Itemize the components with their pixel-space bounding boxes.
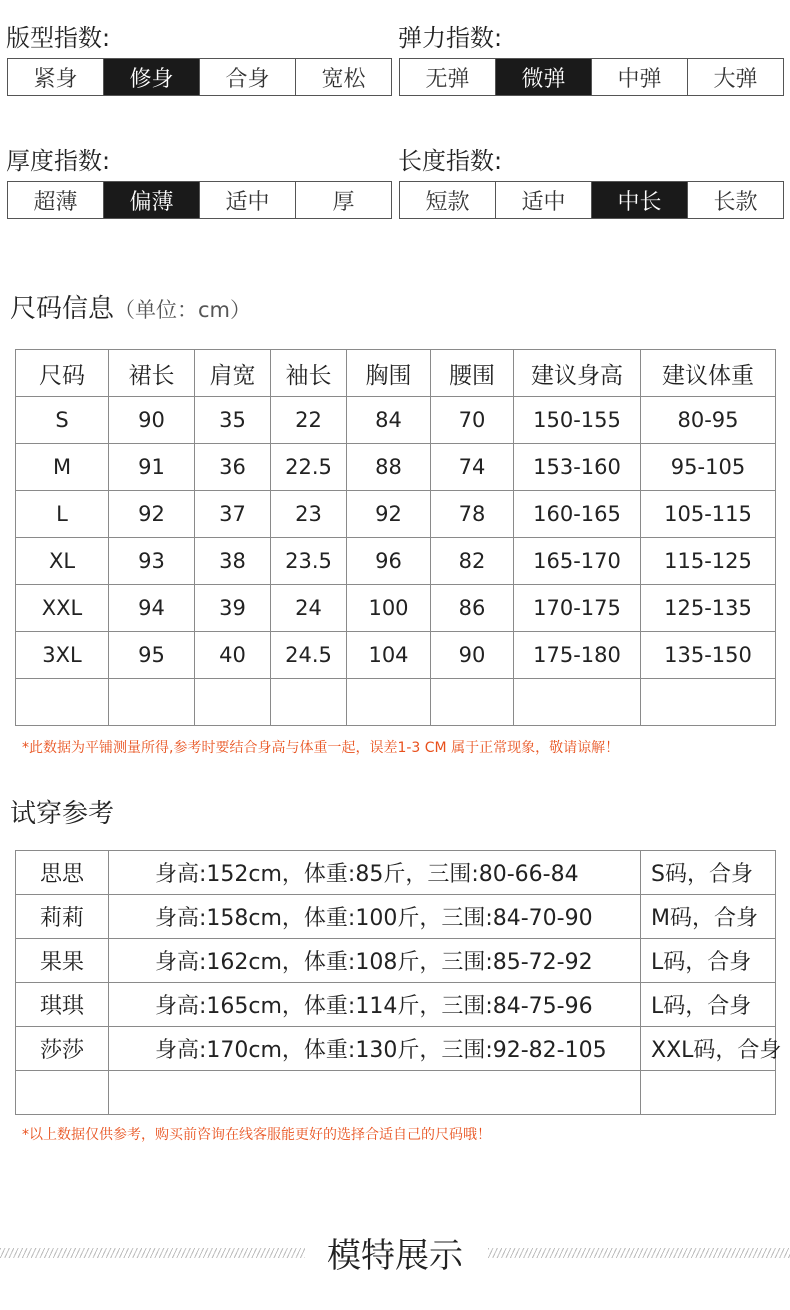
index-title-1: 弹力指数: xyxy=(398,24,503,52)
size-table-cell: 96 xyxy=(347,538,431,585)
size-table-cell xyxy=(271,679,347,726)
fitting-result-cell: XXL码，合身 xyxy=(641,1027,776,1071)
fitting-detail-cell: 身高:162cm，体重:108斤，三围:85-72-92 xyxy=(109,939,641,983)
size-table-cell: 150-155 xyxy=(514,397,641,444)
index-option: 厚 xyxy=(332,189,355,215)
index-option: 适中 xyxy=(200,182,296,218)
size-table-cell: 105-115 xyxy=(641,491,776,538)
size-table-header-cell: 胸围 xyxy=(347,350,431,397)
size-table-cell: 115-125 xyxy=(641,538,776,585)
size-table-cell: 90 xyxy=(431,632,514,679)
fitting-name-cell xyxy=(16,1071,109,1115)
size-table-cell: 160-165 xyxy=(514,491,641,538)
index-option-selected: 中长 xyxy=(592,182,688,218)
fitting-result-cell: L码，合身 xyxy=(641,939,776,983)
size-table-cell: 170-175 xyxy=(514,585,641,632)
size-table-cell xyxy=(195,679,271,726)
index-option-selected: 修身 xyxy=(104,59,200,95)
size-table-cell: 93 xyxy=(109,538,195,585)
size-table-cell: 165-170 xyxy=(514,538,641,585)
table-row xyxy=(16,939,776,983)
size-table-cell: 37 xyxy=(195,491,271,538)
size-table xyxy=(15,349,776,726)
fitting-name-cell: 果果 xyxy=(16,939,109,983)
size-table-header-cell: 建议身高 xyxy=(514,350,641,397)
fitting-result-cell: M码，合身 xyxy=(641,895,776,939)
size-info-title xyxy=(10,288,251,325)
showcase-title: 模特展示 xyxy=(327,1236,463,1276)
table-row xyxy=(16,679,776,726)
fitting-name-cell: 思思 xyxy=(16,851,109,895)
size-table-header-cell: 袖长 xyxy=(271,350,347,397)
table-row xyxy=(16,1071,776,1115)
index-option: 宽松 xyxy=(321,66,366,92)
table-row xyxy=(16,851,776,895)
index-option: 紧身 xyxy=(8,59,104,95)
size-table-cell: 125-135 xyxy=(641,585,776,632)
size-table-cell: 74 xyxy=(431,444,514,491)
size-table-cell: 90 xyxy=(109,397,195,444)
right-hatch-divider xyxy=(488,1248,790,1258)
table-row xyxy=(16,983,776,1027)
size-table-cell: 94 xyxy=(109,585,195,632)
index-option: 大弹 xyxy=(713,66,758,92)
size-table-cell: 23.5 xyxy=(271,538,347,585)
size-table-cell: 104 xyxy=(347,632,431,679)
index-option: 长款 xyxy=(713,189,758,215)
fitting-name-cell: 莎莎 xyxy=(16,1027,109,1071)
size-info-title-text: 尺码信息 xyxy=(10,294,115,324)
size-table-cell: 39 xyxy=(195,585,271,632)
size-table-cell xyxy=(431,679,514,726)
size-table-cell: L xyxy=(16,491,109,538)
table-row xyxy=(16,444,776,491)
size-table-cell: 86 xyxy=(431,585,514,632)
size-table-cell xyxy=(109,679,195,726)
size-table-cell: 135-150 xyxy=(641,632,776,679)
size-table-cell: S xyxy=(16,397,109,444)
size-table-cell: 22 xyxy=(271,397,347,444)
size-table-cell: 78 xyxy=(431,491,514,538)
size-table-cell: XL xyxy=(16,538,109,585)
size-table-cell: XXL xyxy=(16,585,109,632)
index-title-0: 版型指数: xyxy=(6,24,111,52)
size-table-cell: 95 xyxy=(109,632,195,679)
fitting-title: 试穿参考 xyxy=(10,799,115,829)
table-row xyxy=(16,397,776,444)
index-option: 中弹 xyxy=(592,59,688,95)
size-table-cell xyxy=(347,679,431,726)
fitting-name-cell: 琪琪 xyxy=(16,983,109,1027)
size-table-cell: M xyxy=(16,444,109,491)
size-table-cell: 80-95 xyxy=(641,397,776,444)
index-option: 合身 xyxy=(200,59,296,95)
fitting-detail-cell: 身高:170cm，体重:130斤，三围:92-82-105 xyxy=(109,1027,641,1071)
index-option: 超薄 xyxy=(8,182,104,218)
fitting-detail-cell: 身高:158cm，体重:100斤，三围:84-70-90 xyxy=(109,895,641,939)
size-table-header-cell: 肩宽 xyxy=(195,350,271,397)
size-table-cell: 36 xyxy=(195,444,271,491)
size-table-cell: 70 xyxy=(431,397,514,444)
size-table-cell: 24.5 xyxy=(271,632,347,679)
index-title-3: 长度指数: xyxy=(398,147,503,175)
size-table-cell: 24 xyxy=(271,585,347,632)
size-note: *此数据为平铺测量所得,参考时要结合身高与体重一起，误差1-3 CM 属于正常现象，敬请谅解！ xyxy=(22,740,620,756)
size-table-cell: 88 xyxy=(347,444,431,491)
table-row xyxy=(16,585,776,632)
table-row xyxy=(16,1027,776,1071)
size-table-cell xyxy=(641,679,776,726)
index-option-selected: 微弹 xyxy=(496,59,592,95)
size-table-cell: 22.5 xyxy=(271,444,347,491)
fitting-name-cell: 莉莉 xyxy=(16,895,109,939)
table-row xyxy=(16,632,776,679)
table-row xyxy=(16,538,776,585)
size-table-header xyxy=(16,350,776,397)
size-table-cell: 40 xyxy=(195,632,271,679)
size-table-cell: 38 xyxy=(195,538,271,585)
size-table-cell: 84 xyxy=(347,397,431,444)
size-table-cell: 92 xyxy=(109,491,195,538)
size-table-cell: 91 xyxy=(109,444,195,491)
index-options-1 xyxy=(399,58,784,96)
index-option: 短款 xyxy=(400,182,496,218)
size-table-cell xyxy=(514,679,641,726)
size-table-cell: 82 xyxy=(431,538,514,585)
left-hatch-divider xyxy=(0,1248,305,1258)
size-table-cell: 153-160 xyxy=(514,444,641,491)
size-table-header-cell: 腰围 xyxy=(431,350,514,397)
fitting-result-cell xyxy=(641,1071,776,1115)
size-table-header-cell: 建议体重 xyxy=(641,350,776,397)
index-options-0 xyxy=(7,58,392,96)
index-title-2: 厚度指数: xyxy=(6,147,111,175)
size-table-header-cell: 裙长 xyxy=(109,350,195,397)
size-table-cell: 95-105 xyxy=(641,444,776,491)
fitting-note: *以上数据仅供参考，购买前咨询在线客服能更好的选择合适自己的尺码哦！ xyxy=(22,1127,491,1143)
size-info-unit: （单位：cm） xyxy=(114,298,252,322)
fitting-table xyxy=(15,850,782,1115)
size-table-cell: 23 xyxy=(271,491,347,538)
size-table-cell: 175-180 xyxy=(514,632,641,679)
index-options-3 xyxy=(399,181,784,219)
fitting-detail-cell: 身高:165cm，体重:114斤，三围:84-75-96 xyxy=(109,983,641,1027)
fitting-detail-cell xyxy=(109,1071,641,1115)
size-table-cell: 35 xyxy=(195,397,271,444)
index-option: 无弹 xyxy=(400,59,496,95)
size-table-cell: 92 xyxy=(347,491,431,538)
index-option: 适中 xyxy=(496,182,592,218)
size-table-cell: 3XL xyxy=(16,632,109,679)
size-table-cell xyxy=(16,679,109,726)
table-row xyxy=(16,895,776,939)
index-option-selected: 偏薄 xyxy=(104,182,200,218)
index-options-2 xyxy=(7,181,392,219)
fitting-detail-cell: 身高:152cm，体重:85斤，三围:80-66-84 xyxy=(109,851,641,895)
table-row xyxy=(16,491,776,538)
size-table-header-cell: 尺码 xyxy=(16,350,109,397)
fitting-result-cell: L码，合身 xyxy=(641,983,776,1027)
fitting-result-cell: S码，合身 xyxy=(641,851,776,895)
size-table-cell: 100 xyxy=(347,585,431,632)
